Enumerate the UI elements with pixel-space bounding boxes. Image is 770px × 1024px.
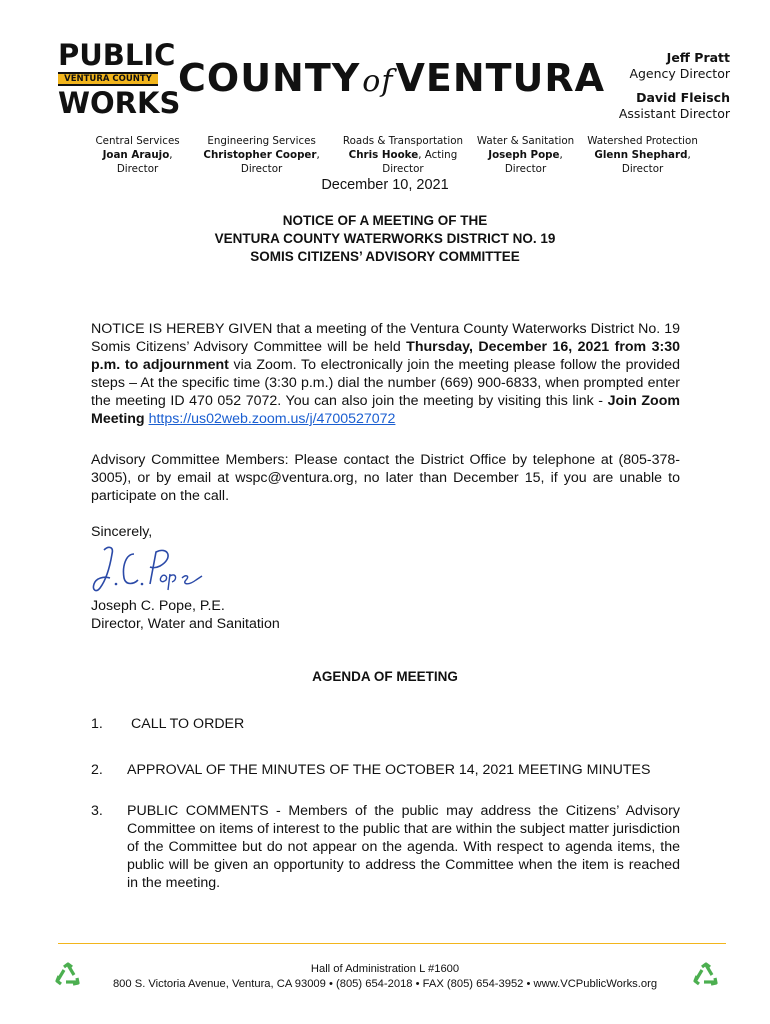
division-director: Glenn Shephard (594, 149, 688, 161)
signer-title: Director, Water and Sanitation (91, 616, 280, 632)
footer-divider (58, 943, 726, 944)
footer-line2: 800 S. Victoria Avenue, Ventura, CA 93009 • (805) 654-2018 • FAX (805) 654-3952 • www.VCPublicWorks.org (112, 978, 658, 990)
division-role: Director (621, 163, 664, 175)
director-title: Agency Director (629, 66, 730, 81)
county-title-left: COUNTY (178, 56, 361, 100)
division-roads-transportation: Roads & Transportation Chris Hooke, Acting Director (334, 134, 472, 176)
signer-block (91, 597, 280, 633)
division-director: Chris Hooke (348, 149, 419, 161)
agenda-item-number: 2. (91, 762, 103, 778)
county-title (178, 56, 605, 104)
footer-line1: Hall of Administration L #1600 (310, 963, 460, 975)
notice-text: NOTICE IS HEREBY GIVEN that a meeting of the Ventura County Waterworks District No. 19 Somis Citizens’ Advisory Committee will be held (91, 321, 680, 355)
notice-date: December 10, 2021 (321, 177, 449, 193)
zoom-link-label: Join Zoom Meeting (91, 393, 680, 427)
director-name: Jeff Pratt (666, 50, 730, 65)
division-engineering-services: Engineering Services Christopher Cooper, Director (189, 134, 334, 176)
division-director: Joseph Pope (488, 149, 560, 161)
assistant-title: Assistant Director (618, 106, 730, 121)
notice-title-line1: NOTICE OF A MEETING OF THE (282, 213, 488, 228)
division-role: Director (116, 163, 159, 175)
signature-image (90, 540, 210, 598)
division-name: Central Services (95, 135, 180, 147)
officials-block (619, 50, 730, 122)
logo-band: VENTURA COUNTY (58, 72, 158, 86)
meeting-datetime: Thursday, December 16, 2021 from 3:30 p.m. to adjournment (91, 339, 680, 373)
division-role: Director (240, 163, 283, 175)
notice-title-line2: VENTURA COUNTY WATERWORKS DISTRICT NO. 19 (214, 231, 556, 246)
agenda-heading: AGENDA OF MEETING (312, 669, 458, 684)
division-role: Acting Director (382, 149, 458, 175)
division-director: Christopher Cooper (203, 149, 317, 161)
divisions-row (86, 134, 706, 176)
footer-address (0, 962, 770, 992)
signer-name: Joseph C. Pope, P.E. (91, 598, 225, 614)
division-central-services: Central Services Joan Araujo, Director (86, 134, 189, 176)
agenda-item-text: PUBLIC COMMENTS - Members of the public may address the Citizens’ Advisory Committee on items of interest to the public that are within the subject matter jurisdiction of the Committee but do not appear on the agenda. With respect to agenda items, the public will be given an opportunity to address the Committee when the item is reached in the meeting. (127, 803, 680, 891)
division-name: Roads & Transportation (342, 135, 464, 147)
agenda-item-text: APPROVAL OF THE MINUTES OF THE OCTOBER 14, 2021 MEETING MINUTES (127, 762, 651, 778)
zoom-meeting-link[interactable]: https://us02web.zoom.us/j/4700527072 (148, 411, 396, 427)
closing: Sincerely, (91, 524, 153, 540)
division-name: Water & Sanitation (476, 135, 575, 147)
division-water-sanitation: Water & Sanitation Joseph Pope, Director (472, 134, 579, 176)
agenda-item-text: CALL TO ORDER (131, 716, 245, 732)
county-title-right: VENTURA (395, 56, 606, 100)
division-name: Engineering Services (207, 135, 316, 147)
logo-line-works: WORKS (58, 86, 181, 120)
agenda-item-number: 1. (91, 716, 103, 732)
logo-line-public: PUBLIC (58, 38, 176, 72)
county-title-of: of (362, 64, 394, 99)
recycle-icon (692, 962, 720, 990)
assistant-name: David Fleisch (636, 90, 730, 105)
agenda-item (91, 802, 680, 892)
notice-title-line3: SOMIS CITIZENS’ ADVISORY COMMITTEE (250, 249, 520, 264)
division-name: Watershed Protection (587, 135, 698, 147)
division-watershed-protection: Watershed Protection Glenn Shephard, Director (579, 134, 706, 176)
division-director: Joan Araujo (102, 149, 170, 161)
agenda-item-number: 3. (91, 803, 103, 819)
division-role: Director (504, 163, 547, 175)
notice-paragraph (91, 320, 680, 428)
members-paragraph: Advisory Committee Members: Please contact the District Office by telephone at (805-378-3005), or by email at wspc@ventura.org, no later than December 15, if you are unable to participate on the call. (91, 452, 680, 504)
agenda-item (91, 761, 680, 779)
public-works-logo (58, 38, 181, 120)
notice-text-cont: via Zoom. To electronically join the meeting please follow the provided steps – At the specific time (3:30 p.m.) dial the number (669) 900-6833, when prompted enter the meeting ID 470 052 7072. You can also join the meeting by visiting this link - (91, 357, 680, 409)
agenda-item (91, 715, 680, 733)
notice-title (0, 212, 770, 266)
